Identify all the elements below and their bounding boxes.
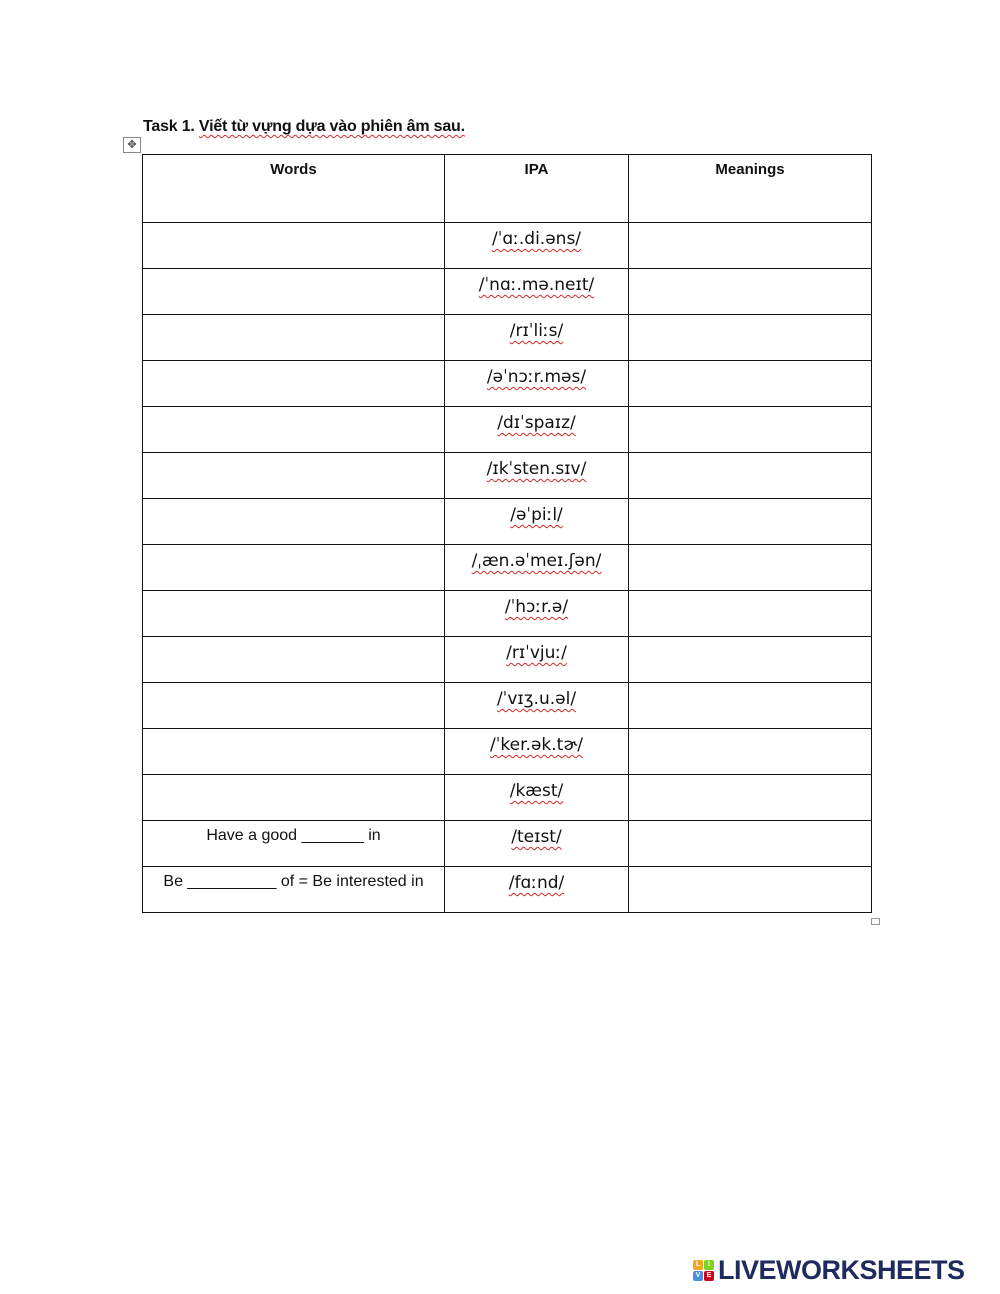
ipa-text: /dɪˈspaɪz/ — [497, 413, 576, 433]
table-row — [143, 269, 872, 315]
ipa-cell — [445, 591, 629, 637]
ipa-cell — [445, 453, 629, 499]
task-prefix: Task 1. — [143, 118, 199, 135]
table-row — [143, 453, 872, 499]
meaning-cell[interactable] — [629, 821, 872, 867]
word-cell[interactable] — [143, 545, 445, 591]
table-row — [143, 683, 872, 729]
header-ipa: IPA — [445, 155, 629, 223]
ipa-text: /kæst/ — [509, 781, 564, 801]
ipa-text: /ˈhɔːr.ə/ — [504, 597, 569, 617]
table-row — [143, 223, 872, 269]
ipa-cell — [445, 407, 629, 453]
word-cell[interactable] — [143, 637, 445, 683]
logo-tile: I — [704, 1260, 714, 1270]
ipa-cell — [445, 545, 629, 591]
word-cell[interactable] — [143, 453, 445, 499]
word-cell[interactable] — [143, 683, 445, 729]
word-cell[interactable] — [143, 499, 445, 545]
meaning-cell[interactable] — [629, 545, 872, 591]
ipa-text: /əˈpiːl/ — [510, 505, 563, 525]
table-resize-handle[interactable] — [871, 918, 880, 925]
meaning-cell[interactable] — [629, 867, 872, 913]
ipa-text: /ˌæn.əˈmeɪ.ʃən/ — [471, 551, 602, 571]
meaning-cell[interactable] — [629, 361, 872, 407]
word-cell[interactable] — [143, 775, 445, 821]
meaning-cell[interactable] — [629, 683, 872, 729]
word-cell[interactable] — [143, 729, 445, 775]
ipa-cell — [445, 775, 629, 821]
table-move-handle-icon[interactable]: ✥ — [123, 137, 141, 153]
ipa-text: /ˈvɪʒ.u.əl/ — [496, 689, 577, 709]
ipa-text: /ɪkˈsten.sɪv/ — [486, 459, 587, 479]
meaning-cell[interactable] — [629, 499, 872, 545]
live-logo-icon — [693, 1260, 714, 1281]
table-row — [143, 637, 872, 683]
meaning-cell[interactable] — [629, 223, 872, 269]
ipa-text: /teɪst/ — [511, 827, 562, 847]
ipa-cell — [445, 269, 629, 315]
ipa-text: /ˈɑː.di.əns/ — [491, 229, 582, 249]
ipa-text: /rɪˈliːs/ — [509, 321, 564, 341]
vocabulary-table — [142, 154, 872, 913]
table-row — [143, 361, 872, 407]
task-title — [143, 118, 465, 136]
ipa-text: /fɑːnd/ — [508, 873, 565, 893]
header-meanings: Meanings — [629, 155, 872, 223]
logo-tile: V — [693, 1271, 703, 1281]
ipa-cell — [445, 821, 629, 867]
table-row — [143, 729, 872, 775]
word-cell[interactable] — [143, 315, 445, 361]
word-cell[interactable] — [143, 361, 445, 407]
logo-tile: E — [704, 1271, 714, 1281]
table-row — [143, 867, 872, 913]
meaning-cell[interactable] — [629, 729, 872, 775]
meaning-cell[interactable] — [629, 315, 872, 361]
ipa-text: /rɪˈvjuː/ — [506, 643, 567, 663]
table-row — [143, 545, 872, 591]
ipa-cell — [445, 315, 629, 361]
meaning-cell[interactable] — [629, 269, 872, 315]
meaning-cell[interactable] — [629, 775, 872, 821]
ipa-text: /əˈnɔːr.məs/ — [486, 367, 587, 387]
ipa-cell — [445, 683, 629, 729]
ipa-cell — [445, 223, 629, 269]
brand-name: LIVEWORKSHEETS — [718, 1254, 965, 1285]
table-row — [143, 591, 872, 637]
meaning-cell[interactable] — [629, 407, 872, 453]
table-row — [143, 821, 872, 867]
meaning-cell[interactable] — [629, 637, 872, 683]
task-instruction: Viết từ vựng dựa vào phiên âm sau. — [198, 118, 465, 135]
ipa-text: /ˈnɑː.mə.neɪt/ — [478, 275, 595, 295]
word-cell[interactable]: Have a good _______ in — [143, 821, 445, 867]
header-words: Words — [143, 155, 445, 223]
word-cell[interactable] — [143, 223, 445, 269]
word-cell[interactable] — [143, 591, 445, 637]
liveworksheets-logo — [693, 1256, 965, 1284]
table-header-row — [143, 155, 872, 223]
word-cell[interactable]: Be __________ of = Be interested in — [143, 867, 445, 913]
ipa-cell — [445, 867, 629, 913]
ipa-cell — [445, 499, 629, 545]
table-row — [143, 407, 872, 453]
ipa-cell — [445, 637, 629, 683]
table-row — [143, 499, 872, 545]
logo-tile: L — [693, 1260, 703, 1270]
table-row — [143, 775, 872, 821]
ipa-text: /ˈker.ək.tɚ/ — [490, 735, 583, 755]
ipa-cell — [445, 361, 629, 407]
word-cell[interactable] — [143, 269, 445, 315]
ipa-cell — [445, 729, 629, 775]
word-cell[interactable] — [143, 407, 445, 453]
meaning-cell[interactable] — [629, 591, 872, 637]
table-row — [143, 315, 872, 361]
meaning-cell[interactable] — [629, 453, 872, 499]
